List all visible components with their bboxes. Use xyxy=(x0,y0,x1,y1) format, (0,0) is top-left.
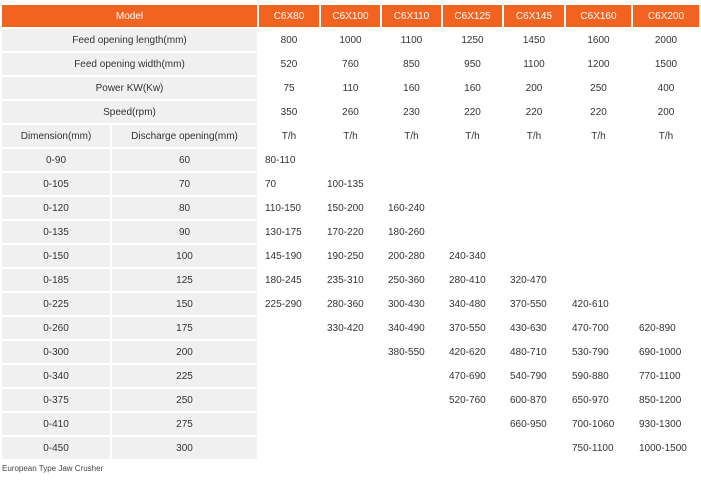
capacity-cell: 180-260 xyxy=(382,221,441,243)
spec-label: Feed opening length(mm) xyxy=(2,29,257,51)
spec-value: 220 xyxy=(504,101,564,123)
capacity-cell xyxy=(504,221,564,243)
discharge-header: Discharge opening(mm) xyxy=(112,125,257,147)
discharge-cell: 90 xyxy=(112,221,257,243)
spec-value: 1600 xyxy=(566,29,631,51)
discharge-cell: 225 xyxy=(112,365,257,387)
spec-value: 220 xyxy=(566,101,631,123)
spec-row xyxy=(2,53,699,75)
capacity-cell: 240-340 xyxy=(443,245,502,267)
table-row xyxy=(2,293,699,315)
capacity-cell: 470-700 xyxy=(566,317,631,339)
capacity-cell: 300-430 xyxy=(382,293,441,315)
capacity-cell xyxy=(504,197,564,219)
capacity-cell: 650-970 xyxy=(566,389,631,411)
capacity-cell: 770-1100 xyxy=(633,365,699,387)
capacity-cell: 145-190 xyxy=(259,245,319,267)
discharge-cell: 300 xyxy=(112,437,257,459)
capacity-cell: 320-470 xyxy=(504,269,564,291)
unit-header: T/h xyxy=(633,125,699,147)
capacity-cell: 470-690 xyxy=(443,365,502,387)
capacity-cell xyxy=(443,437,502,459)
capacity-cell xyxy=(633,245,699,267)
capacity-cell: 250-360 xyxy=(382,269,441,291)
spec-value: 2000 xyxy=(633,29,699,51)
capacity-cell xyxy=(566,221,631,243)
capacity-cell: 160-240 xyxy=(382,197,441,219)
capacity-cell: 70 xyxy=(259,173,319,195)
table-row xyxy=(2,197,699,219)
model-name: C6X145 xyxy=(504,5,564,27)
capacity-cell: 150-200 xyxy=(321,197,380,219)
capacity-cell xyxy=(259,341,319,363)
capacity-cell: 700-1060 xyxy=(566,413,631,435)
unit-header: T/h xyxy=(443,125,502,147)
spec-value: 230 xyxy=(382,101,441,123)
capacity-cell xyxy=(382,149,441,171)
capacity-cell: 520-760 xyxy=(443,389,502,411)
spec-value: 200 xyxy=(633,101,699,123)
capacity-cell: 420-620 xyxy=(443,341,502,363)
spec-value: 110 xyxy=(321,77,380,99)
capacity-cell xyxy=(504,437,564,459)
spec-value: 400 xyxy=(633,77,699,99)
capacity-cell: 660-950 xyxy=(504,413,564,435)
capacity-cell xyxy=(443,173,502,195)
discharge-cell: 150 xyxy=(112,293,257,315)
model-name: C6X110 xyxy=(382,5,441,27)
unit-header: T/h xyxy=(504,125,564,147)
spec-value: 520 xyxy=(259,53,319,75)
spec-value: 1000 xyxy=(321,29,380,51)
spec-value: 160 xyxy=(443,77,502,99)
model-name: C6X125 xyxy=(443,5,502,27)
spec-label: Speed(rpm) xyxy=(2,101,257,123)
spec-row xyxy=(2,101,699,123)
capacity-cell xyxy=(382,365,441,387)
discharge-cell: 275 xyxy=(112,413,257,435)
dimension-cell: 0-340 xyxy=(2,365,110,387)
capacity-cell: 690-1000 xyxy=(633,341,699,363)
capacity-cell xyxy=(321,149,380,171)
discharge-cell: 200 xyxy=(112,341,257,363)
capacity-cell xyxy=(633,293,699,315)
discharge-cell: 125 xyxy=(112,269,257,291)
capacity-cell: 340-480 xyxy=(443,293,502,315)
model-name: C6X160 xyxy=(566,5,631,27)
table-row xyxy=(2,437,699,459)
capacity-cell: 600-870 xyxy=(504,389,564,411)
capacity-cell: 420-610 xyxy=(566,293,631,315)
unit-header: T/h xyxy=(566,125,631,147)
spec-value: 1100 xyxy=(382,29,441,51)
capacity-cell xyxy=(259,389,319,411)
model-header-label: Model xyxy=(2,5,257,27)
table-body xyxy=(2,5,699,459)
capacity-cell xyxy=(259,317,319,339)
capacity-cell: 620-890 xyxy=(633,317,699,339)
spec-label: Power KW(Kw) xyxy=(2,77,257,99)
capacity-cell: 225-290 xyxy=(259,293,319,315)
dimension-cell: 0-300 xyxy=(2,341,110,363)
capacity-cell: 380-550 xyxy=(382,341,441,363)
capacity-cell xyxy=(443,149,502,171)
table-row xyxy=(2,413,699,435)
discharge-cell: 60 xyxy=(112,149,257,171)
capacity-cell xyxy=(504,173,564,195)
table-caption: European Type Jaw Crusher xyxy=(2,464,104,473)
capacity-cell: 1000-1500 xyxy=(633,437,699,459)
capacity-cell xyxy=(566,149,631,171)
capacity-cell: 330-420 xyxy=(321,317,380,339)
capacity-cell xyxy=(443,197,502,219)
dimension-cell: 0-410 xyxy=(2,413,110,435)
capacity-cell: 430-630 xyxy=(504,317,564,339)
capacity-cell xyxy=(633,221,699,243)
unit-header: T/h xyxy=(321,125,380,147)
dimension-cell: 0-450 xyxy=(2,437,110,459)
capacity-cell: 80-110 xyxy=(259,149,319,171)
spec-value: 1450 xyxy=(504,29,564,51)
discharge-cell: 100 xyxy=(112,245,257,267)
capacity-cell xyxy=(504,149,564,171)
unit-header: T/h xyxy=(382,125,441,147)
capacity-cell xyxy=(633,149,699,171)
capacity-cell xyxy=(259,365,319,387)
discharge-cell: 70 xyxy=(112,173,257,195)
dimension-cell: 0-90 xyxy=(2,149,110,171)
jaw-crusher-spec-table xyxy=(0,3,701,461)
capacity-cell xyxy=(443,221,502,243)
spec-row xyxy=(2,29,699,51)
table-row xyxy=(2,149,699,171)
table-row xyxy=(2,269,699,291)
spec-value: 1100 xyxy=(504,53,564,75)
table-row xyxy=(2,221,699,243)
capacity-cell xyxy=(382,389,441,411)
dimension-cell: 0-135 xyxy=(2,221,110,243)
capacity-cell: 850-1200 xyxy=(633,389,699,411)
capacity-cell xyxy=(382,437,441,459)
model-name: C6X200 xyxy=(633,5,699,27)
capacity-cell xyxy=(321,365,380,387)
dimension-cell: 0-120 xyxy=(2,197,110,219)
model-name: C6X100 xyxy=(321,5,380,27)
capacity-cell: 930-1300 xyxy=(633,413,699,435)
spec-value: 160 xyxy=(382,77,441,99)
spec-value: 220 xyxy=(443,101,502,123)
spec-value: 950 xyxy=(443,53,502,75)
capacity-cell xyxy=(633,173,699,195)
table-row xyxy=(2,317,699,339)
spec-value: 250 xyxy=(566,77,631,99)
dimension-cell: 0-375 xyxy=(2,389,110,411)
capacity-cell: 100-135 xyxy=(321,173,380,195)
dimension-cell: 0-150 xyxy=(2,245,110,267)
spec-value: 1250 xyxy=(443,29,502,51)
capacity-cell xyxy=(633,197,699,219)
spec-row xyxy=(2,77,699,99)
capacity-cell: 130-175 xyxy=(259,221,319,243)
capacity-cell xyxy=(566,269,631,291)
capacity-cell: 200-280 xyxy=(382,245,441,267)
dimension-cell: 0-185 xyxy=(2,269,110,291)
spec-value: 800 xyxy=(259,29,319,51)
discharge-cell: 80 xyxy=(112,197,257,219)
spec-value: 760 xyxy=(321,53,380,75)
capacity-cell xyxy=(633,269,699,291)
model-header-row xyxy=(2,5,699,27)
capacity-subheader-row xyxy=(2,125,699,147)
capacity-cell xyxy=(259,413,319,435)
capacity-cell xyxy=(382,413,441,435)
capacity-cell xyxy=(566,173,631,195)
capacity-cell: 235-310 xyxy=(321,269,380,291)
spec-value: 75 xyxy=(259,77,319,99)
dimension-header: Dimension(mm) xyxy=(2,125,110,147)
capacity-cell: 590-880 xyxy=(566,365,631,387)
spec-value: 350 xyxy=(259,101,319,123)
spec-label: Feed opening width(mm) xyxy=(2,53,257,75)
capacity-cell xyxy=(566,197,631,219)
capacity-cell: 280-360 xyxy=(321,293,380,315)
capacity-cell xyxy=(566,245,631,267)
discharge-cell: 175 xyxy=(112,317,257,339)
capacity-cell: 110-150 xyxy=(259,197,319,219)
capacity-cell xyxy=(504,245,564,267)
capacity-cell xyxy=(443,413,502,435)
capacity-cell xyxy=(382,173,441,195)
table-row xyxy=(2,365,699,387)
capacity-cell: 540-790 xyxy=(504,365,564,387)
table-row xyxy=(2,341,699,363)
capacity-cell: 170-220 xyxy=(321,221,380,243)
capacity-cell xyxy=(321,389,380,411)
capacity-cell: 190-250 xyxy=(321,245,380,267)
spec-value: 200 xyxy=(504,77,564,99)
unit-header: T/h xyxy=(259,125,319,147)
capacity-cell: 530-790 xyxy=(566,341,631,363)
capacity-cell: 280-410 xyxy=(443,269,502,291)
spec-value: 260 xyxy=(321,101,380,123)
capacity-cell: 340-490 xyxy=(382,317,441,339)
capacity-cell: 180-245 xyxy=(259,269,319,291)
capacity-cell xyxy=(321,341,380,363)
spec-value: 1500 xyxy=(633,53,699,75)
dimension-cell: 0-260 xyxy=(2,317,110,339)
capacity-cell: 370-550 xyxy=(504,293,564,315)
capacity-cell xyxy=(321,437,380,459)
capacity-cell: 370-550 xyxy=(443,317,502,339)
table-row xyxy=(2,389,699,411)
spec-value: 1200 xyxy=(566,53,631,75)
dimension-cell: 0-225 xyxy=(2,293,110,315)
capacity-cell xyxy=(259,437,319,459)
table-row xyxy=(2,245,699,267)
capacity-cell xyxy=(321,413,380,435)
discharge-cell: 250 xyxy=(112,389,257,411)
table-row xyxy=(2,173,699,195)
capacity-cell: 480-710 xyxy=(504,341,564,363)
dimension-cell: 0-105 xyxy=(2,173,110,195)
spec-value: 850 xyxy=(382,53,441,75)
model-name: C6X80 xyxy=(259,5,319,27)
capacity-cell: 750-1100 xyxy=(566,437,631,459)
